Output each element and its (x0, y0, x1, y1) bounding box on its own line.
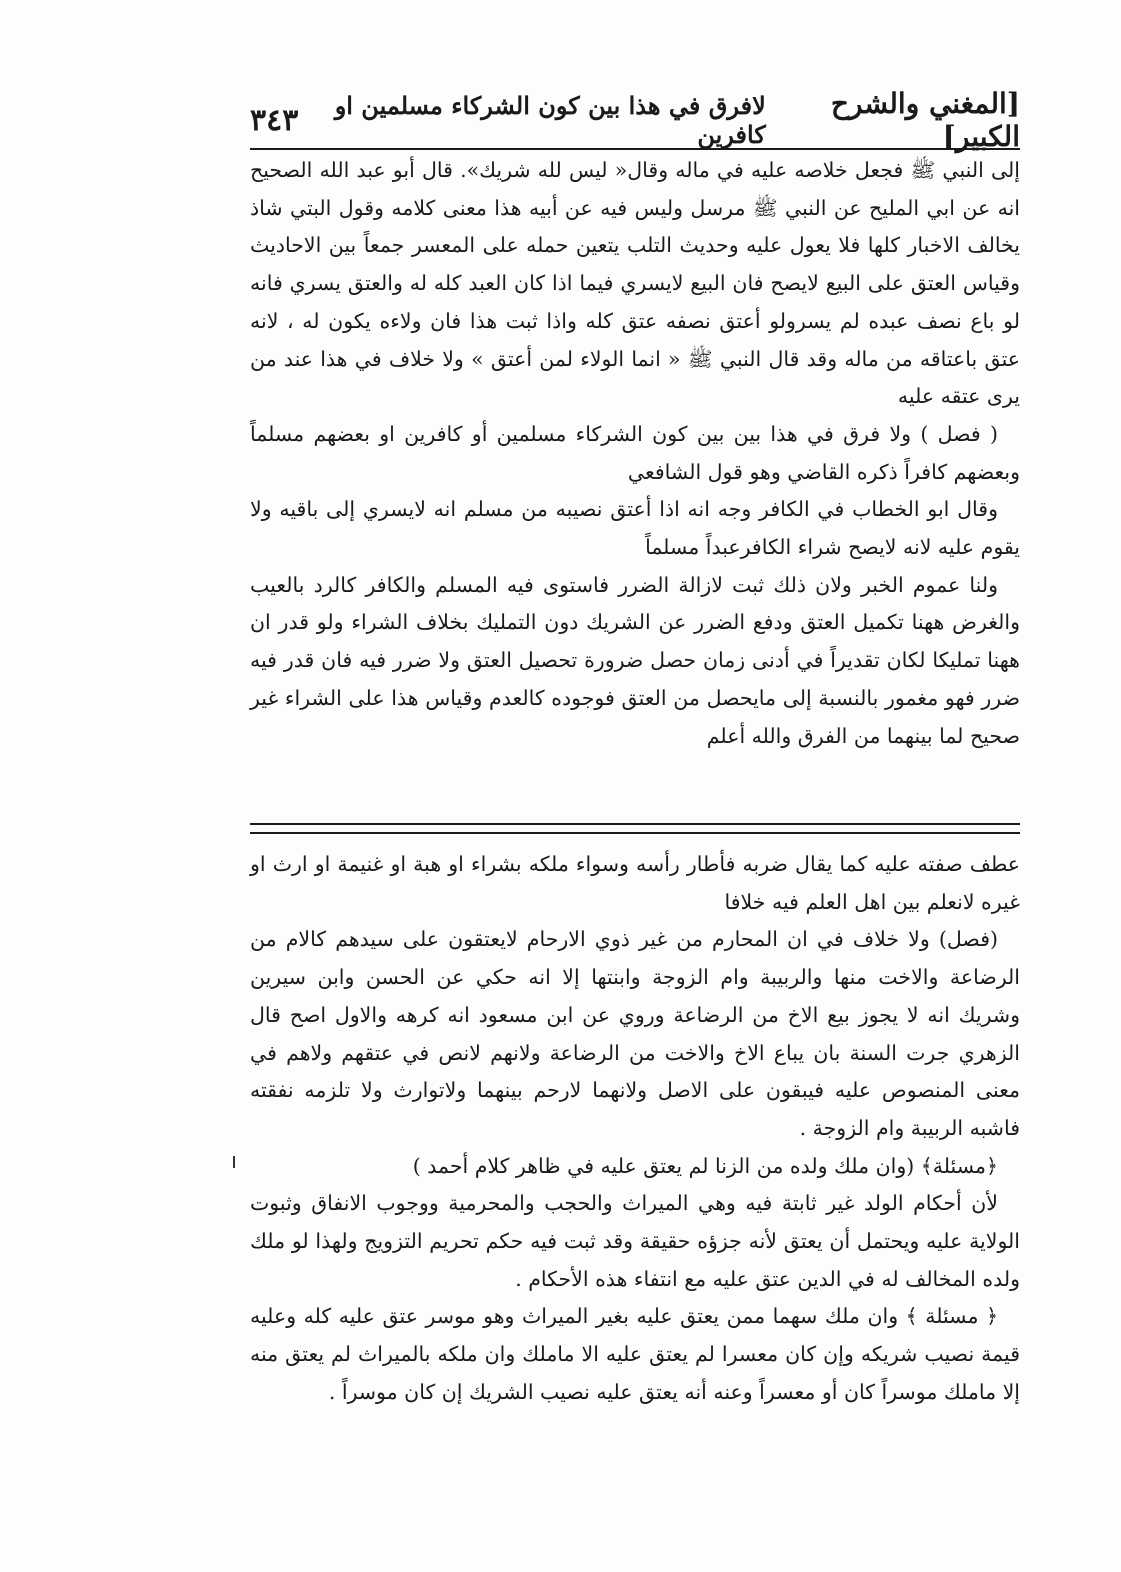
commentary-text (250, 846, 1020, 1412)
commentary-paragraph: ﴿ مسئلة ﴾ وان ملك سهما ممن يعتق عليه بغير الميراث وهو موسر عتق عليه كله وعليه قيمة نصيب شريكه وإن كان معسرا لم يعتق عليه الا ماملك وان ملكه بالميراث لم يعتق منه إلا ماملك موسراً كان أو معسراً وعنه أنه يعتق عليه نصيب الشريك إن كان موسراً . (250, 1304, 1020, 1404)
book-title: [المغني والشرح الكبير] (830, 87, 1020, 153)
page-header (250, 87, 1020, 153)
section-title: لافرق في هذا بين كون الشركاء مسلمين او كافرين (334, 91, 766, 149)
commentary-paragraph: عطف صفته عليه كما يقال ضربه فأطار رأسه وسواء ملكه بشراء او هبة او غنيمة او ارث او غيره لانعلم بين اهل العلم فيه خلافا (250, 852, 1020, 914)
page-number: ٣٤٣ (250, 102, 299, 138)
main-paragraph: ولنا عموم الخبر ولان ذلك ثبت لازالة الضرر فاستوى فيه المسلم والكافر كالرد بالعيب والغرض ههنا تكميل العتق ودفع الضرر عن الشريك دون التمليك بخلاف الشراء ولو قدر ان ههنا تمليكا لكان تقديراً في أدنى زمان حصل ضرورة تحصيل العتق ولا ضرر فيه فان قدر فيه ضرر فهو مغمور بالنسبة إلى مايحصل من العتق فوجوده كالعدم وقياس هذا على الشراء غير صحيح لما بينهما من الفرق والله أعلم (250, 572, 1020, 748)
masala-heading: ﴿مسئلة﴾ (وان ملك ولده من الزنا لم يعتق عليه في ظاهر كلام أحمد ) (412, 1153, 998, 1178)
commentary-paragraph: لأن أحكام الولد غير ثابتة فيه وهي الميراث والحجب والمحرمية ووجوب الانفاق وثبوت الولاية عليه ويحتمل أن يعتق لأنه جزؤه حقيقة وقد ثبت فيه حكم تحريم التزويج ولهذا لو ملك ولده المخالف له في الدين عتق عليه مع انتفاء هذه الأحكام . (250, 1191, 1020, 1291)
main-text (250, 152, 1020, 755)
section-divider (250, 823, 1020, 834)
main-paragraph: ( فصل ) ولا فرق في هذا بين بين كون الشركاء مسلمين أو كافرين او بعضهم مسلماً وبعضهم كافراً ذكره القاضي وهو قول الشافعي (250, 421, 1020, 484)
main-paragraph: إلى النبي ﷺ فجعل خلاصه عليه في ماله وقال« ليس لله شريك». قال أبو عبد الله الصحيح انه عن ابي المليح عن النبي ﷺ مرسل وليس فيه عن أبيه هذا معنى كلامه وقول البتي شاذ يخالف الاخبار كلها فلا يعول عليه وحديث التلب يتعين حمله على المعسر جمعاً بين الاحاديث وقياس العتق على البيع لايصح فان البيع لايسري فيما اذا كان العبد كله له والعتق يسري فانه لو باع نصف عبده لم يسرولو أعتق نصفه عتق كله واذا ثبت هذا فان ولاءه يكون له ، لانه عتق باعتاقه من ماله وقد قال النبي ﷺ « انما الولاء لمن أعتق » ولا خلاف في هذا عند من يرى عتقه عليه (250, 158, 1020, 409)
margin-mark (233, 1156, 235, 1168)
commentary-paragraph: (فصل) ولا خلاف في ان المحارم من غير ذوي الارحام لايعتقون على سيدهم كالام من الرضاعة والاخت منها والربيبة وام الزوجة وابنتها إلا انه حكي عن الحسن وابن سيرين وشريك انه لا يجوز بيع الاخ من الرضاعة وروي عن ابن مسعود انه كرهه والاول اصح قال الزهري جرت السنة بان يباع الاخ والاخت من الرضاعة ولانهم لانص في عتقهم ولاهم في معنى المنصوص عليه فيبقون على الاصل ولانهما لارحم بينهما ولاتوارث ولا تلزمه نفقته فاشبه الربيبة وام الزوجة . (250, 927, 1020, 1140)
main-paragraph: وقال ابو الخطاب في الكافر وجه انه اذا أعتق نصيبه من مسلم انه لايسري إلى باقيه ولا يقوم عليه لانه لايصح شراء الكافرعبداً مسلماً (250, 497, 1020, 560)
